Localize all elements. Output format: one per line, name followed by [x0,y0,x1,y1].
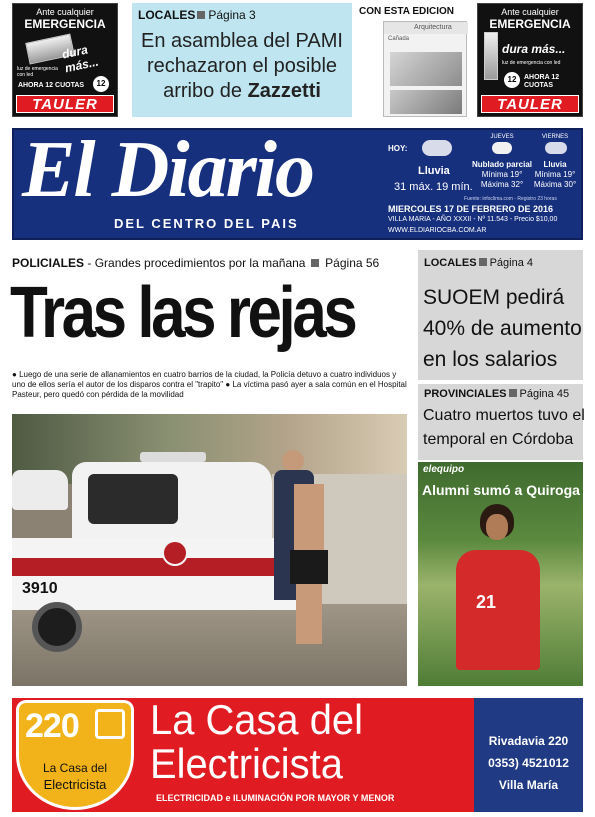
sidebar-sport-block[interactable] [418,462,583,686]
supplement-label: CON ESTA EDICION [359,6,455,17]
weather-fri-max: Máxima 30° [533,180,577,189]
weather-today-max: 31 máx. [394,181,434,193]
weather-friday [529,132,581,198]
emergency-lamp-image [484,32,498,80]
player-face [486,514,508,540]
ad-title-1: La Casa del [150,698,363,743]
ad-line1: Ante cualquier [501,7,559,17]
teaser-headline-2: rechazaron el posible [146,55,338,77]
sidebar-locales-headline-3: en los salarios [423,348,558,371]
detainee [290,484,328,644]
weather-thu-min: Mínima 19° [481,170,523,179]
house-plug-icon [95,709,125,739]
cuotas-badge-icon: 12 [93,76,109,92]
teaser-section: LOCALES [138,8,196,22]
teaser-page: Página 3 [208,8,256,22]
partly-cloudy-icon [492,142,512,154]
sidebar-locales-block[interactable] [418,250,583,380]
main-section: POLICIALES [12,256,85,270]
weather-today [388,138,474,198]
weather-fri-label: VIERNES [541,134,569,140]
badge-number: 220 [25,707,79,745]
masthead [12,128,583,240]
supplement-title: Arquitectura [414,24,452,31]
ad-badge [16,700,134,810]
masthead-info: VILLA MARIA - AÑO XXXII - Nº 11.543 - Precio $10,00 [388,216,558,223]
ad-small: luz de emergencia con led [502,60,561,66]
player-jersey [456,550,540,670]
rain-cloud-icon [545,142,567,154]
truck-wheel [32,602,82,652]
sport-headline: Alumni sumó a Quiroga [422,482,580,498]
main-summary-1: Luego de una serie de allanamientos en cuatro barrios de la ciudad, la Policía detuvo a cuatro individuos y uno de ellos sería el autor de los disparos contra el "trapito" [12,370,397,389]
ad-line1: Ante cualquier [36,7,94,17]
sidebar-prov-page: Página 45 [519,388,570,400]
ad-tauler-left[interactable] [12,3,118,117]
teaser-tag [138,6,256,24]
ad-city: Villa María [498,778,559,792]
masthead-subtitle: DEL CENTRO DEL PAIS [114,216,299,231]
sidebar-prov-section: PROVINCIALES [424,388,507,400]
truck-stripe [12,558,302,576]
truck-window [88,474,178,524]
ad-brand: dura más... [60,42,100,76]
weather-today-label: HOY: [388,144,408,153]
weather-fri-cond: Lluvia [543,160,567,169]
tauler-logo: TAULER [481,95,579,113]
weather-today-min: 19 mín. [436,181,473,193]
teaser-headline-3 [132,79,352,104]
tag-square-icon [479,258,487,266]
sidebar-prov-headline-1: Cuatro muertos tuvo el [423,407,585,424]
top-teaser[interactable] [132,3,352,117]
sidebar-locales-page: Página 4 [489,257,533,269]
tag-square-icon [311,259,319,267]
sidebar-prov-headline-2: temporal en Córdoba [423,431,574,448]
sidebar-locales-headline [423,282,582,375]
supplement-photo [390,52,462,86]
masthead-web[interactable]: WWW.ELDIARIOCBA.COM.AR [388,227,487,234]
teaser-headline [132,29,352,104]
sidebar-prov-tag [424,388,569,400]
truck-emblem [162,540,188,566]
sidebar-locales-section: LOCALES [424,257,477,269]
teaser-headline-3b: Zazzetti [247,80,321,102]
ad-line2: EMERGENCIA [489,17,571,31]
officer-head [282,450,304,472]
supplement-photo2 [390,90,462,114]
main-summary [12,370,407,400]
masthead-title[interactable]: El Diario [22,126,313,214]
sidebar-locales-headline-2: 40% de aumento [423,317,582,340]
main-headline[interactable]: Tras las rejas [10,273,355,353]
weather-fri-min: Mínima 19° [534,170,576,179]
sport-logo: elequipo [423,464,465,475]
weather-thu-label: JUEVES [490,134,514,140]
teaser-headline-3a: arribo de [163,80,243,102]
jersey-number: 21 [476,592,497,612]
supplement-box[interactable] [357,3,467,117]
ad-line2: EMERGENCIA [24,17,106,31]
truck-lightbar [140,452,206,462]
truck-number: 3910 [22,580,58,597]
weather-thu-cond: Nublado parcial [471,160,532,169]
ad-small: luz de emergencia con led [17,66,58,78]
detainee-legs [296,584,322,644]
main-story-kicker [12,256,379,270]
badge-text-2: Electricista [43,777,107,792]
sidebar-prov-headline [423,404,585,452]
main-summary-2: La víctima pasó ayer a sala común en el Hospital Pasteur, pero quedó con pérdida de la movilidad [12,380,407,399]
main-photo[interactable] [12,414,407,686]
main-kicker: - Grandes procedimientos por la mañana [87,256,306,270]
ad-cuotas: AHORA 12 CUOTAS [17,82,85,89]
detainee-torso [294,484,324,550]
weather-thu-max: Máxima 32° [480,180,524,189]
supplement-cover [383,21,467,117]
rain-cloud-icon [422,140,452,156]
tag-square-icon [509,389,517,397]
weather-thursday [471,132,532,198]
bottom-ad-electricista[interactable] [12,698,583,812]
bullet-icon: ● [225,380,231,389]
badge-text-1: La Casa del [42,761,108,775]
ad-cuotas: AHORA 12 CUOTAS [524,74,560,89]
supplement-name: Cañada [388,36,410,42]
weather-today-cond: Lluvia [418,165,450,177]
main-page: Página 56 [325,256,380,270]
masthead-date: MIERCOLES 17 DE FEBRERO DE 2016 [388,204,554,214]
sidebar-locales-headline-1: SUOEM pedirá [423,286,565,309]
sidebar-locales-tag [424,257,533,269]
ad-contact [474,698,583,812]
detainee-shorts [290,550,328,584]
tag-square-icon [197,11,205,19]
weather-source: Fuente: infoclima.com - Registro 23 horas [464,196,557,202]
ad-tauler-right[interactable] [477,3,583,117]
police-truck [12,462,312,642]
ad-title-2: Electricista [150,740,343,787]
ad-brand: dura más... [502,42,566,56]
ad-address: Rivadavia 220 [488,734,569,748]
tauler-logo: TAULER [16,95,114,113]
bullet-icon: ● [12,370,17,379]
cuotas-badge-icon: 12 [504,72,520,88]
teaser-headline-1: En asamblea del PAMI [141,30,343,52]
ad-tagline: ELECTRICIDAD e ILUMINACIÓN POR MAYOR Y MENOR [156,793,395,803]
ad-phone: 0353) 4521012 [488,756,569,770]
sidebar-provinciales-block[interactable] [418,384,583,460]
